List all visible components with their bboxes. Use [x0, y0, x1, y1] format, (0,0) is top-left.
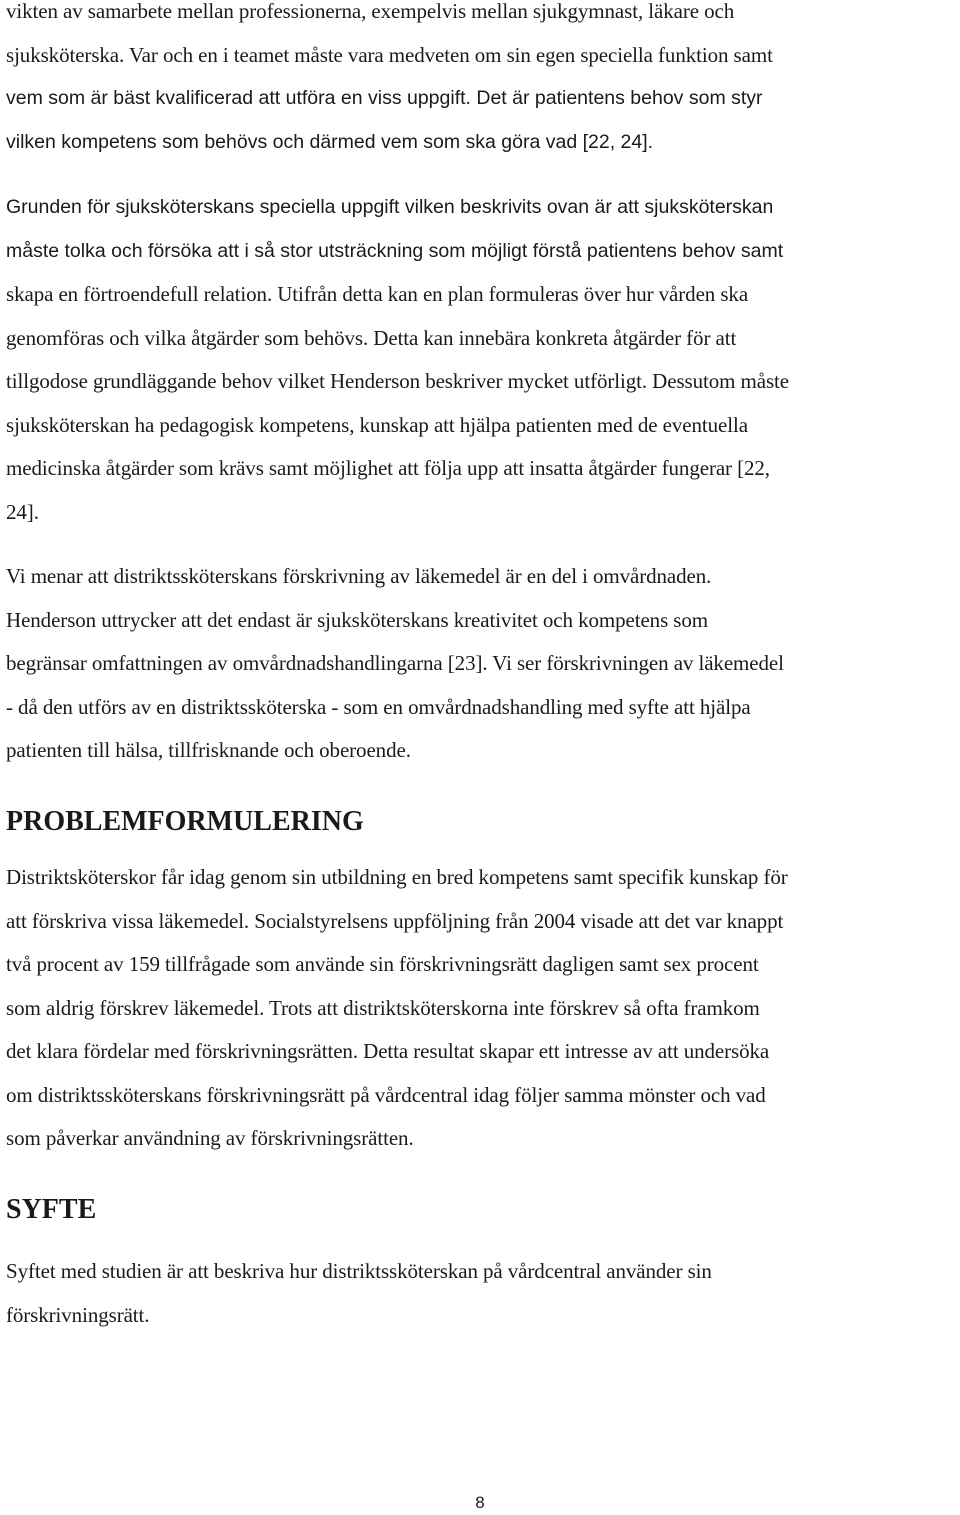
text-line: vikten av samarbete mellan professionerna, exempelvis mellan sjukgymnast, läkare och [6, 0, 735, 23]
text-line: förskrivningsrätt. [6, 1302, 150, 1327]
text-line: Distriktsköterskor får idag genom sin utbildning en bred kompetens samt specifik kunskap för [6, 865, 788, 889]
text-line: Vi menar att distriktssköterskans förskrivning av läkemedel är en del i omvårdnaden. [6, 564, 712, 588]
text-line: tillgodose grundläggande behov vilket Henderson beskriver mycket utförligt. Dessutom måste [6, 369, 789, 393]
section-heading-aim: SYFTE [6, 1194, 97, 1225]
page-number: 8 [475, 1493, 485, 1512]
text-line: som påverkar användning av förskrivningsrätten. [6, 1126, 414, 1150]
section-heading-problem: PROBLEMFORMULERING [6, 806, 364, 837]
text-line: om distriktssköterskans förskrivningsrätt på vårdcentral idag följer samma mönster och vad [6, 1082, 766, 1107]
paragraph-teamwork [6, 0, 958, 164]
paragraph-aim [6, 1250, 958, 1337]
paragraph-prescription-care [6, 555, 958, 773]
text-line: det klara fördelar med förskrivningsrätten. Detta resultat skapar ett intresse av att undersöka [6, 1039, 770, 1063]
text-line: sjuksköterska. Var och en i teamet måste vara medveten om sin egen speciella funktion samt [6, 42, 773, 67]
text-line: 24]. [6, 499, 39, 524]
text-line: - då den utförs av en distriktssköterska - som en omvårdnadshandling med syfte att hjälpa [6, 694, 751, 719]
text-line: skapa en förtroendefull relation. Utifrån detta kan en plan formuleras över hur vården ska [6, 282, 749, 306]
paragraph-problem [6, 856, 958, 1161]
text-line: som aldrig förskrev läkemedel. Trots att distriktsköterskorna inte förskrev så ofta framkom [6, 995, 760, 1020]
text-line: att förskriva vissa läkemedel. Socialstyrelsens uppföljning från 2004 visade att det var knappt [6, 908, 784, 933]
text-line: Grunden för sjuksköterskans speciella uppgift vilken beskrivits ovan är att sjuksköterskan [6, 196, 774, 218]
text-line: patienten till hälsa, tillfrisknande och oberoende. [6, 738, 411, 762]
text-line: genomföras och vilka åtgärder som behövs. Detta kan innebära konkreta åtgärder för att [6, 325, 737, 350]
text-line: sjuksköterskan ha pedagogisk kompetens, kunskap att hjälpa patienten med de eventuella [6, 412, 748, 437]
text-line: måste tolka och försöka att i så stor utsträckning som möjligt förstå patientens behov samt [6, 239, 784, 262]
text-line: Syftet med studien är att beskriva hur distriktssköterskan på vårdcentral använder sin [6, 1259, 712, 1283]
text-line: begränsar omfattningen av omvårdnadshandlingarna [23]. Vi ser förskrivningen av läkemedel [6, 651, 784, 675]
text-line: två procent av 159 tillfrågade som använde sin förskrivningsrätt dagligen samt sex procent [6, 952, 759, 976]
text-line: Henderson uttrycker att det endast är sjuksköterskans kreativitet och kompetens som [6, 607, 709, 632]
text-line: vem som är bäst kvalificerad att utföra en viss uppgift. Det är patientens behov som styr [6, 87, 763, 109]
paragraph-nurse-role [6, 186, 958, 534]
text-line: vilken kompetens som behövs och därmed vem som ska göra vad [22, 24]. [6, 130, 654, 153]
text-line: medicinska åtgärder som krävs samt möjlighet att följa upp att insatta åtgärder fungerar [22, [6, 456, 770, 480]
